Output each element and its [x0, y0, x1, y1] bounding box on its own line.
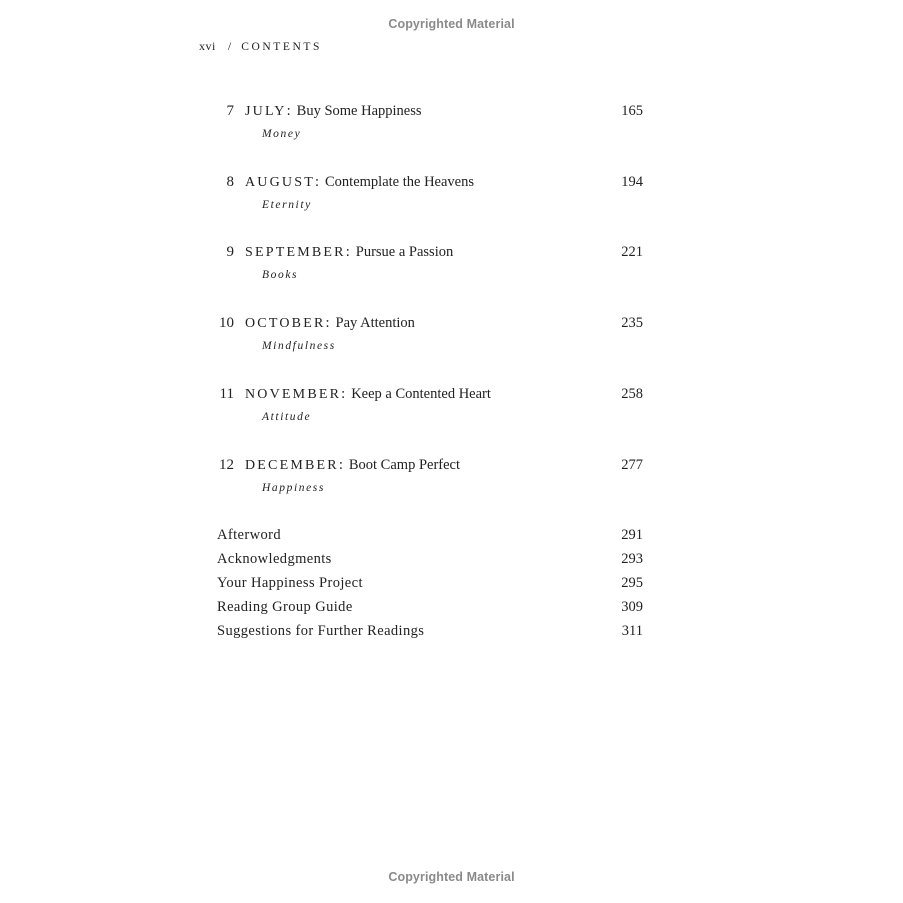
chapter-heading — [245, 103, 422, 120]
chapter-heading — [245, 386, 491, 403]
chapter-month: NOVEMBER — [245, 387, 342, 402]
backmatter-label: Suggestions for Further Readings — [217, 623, 425, 639]
chapter-number: 7 — [226, 103, 234, 119]
toc-further-readings[interactable] — [0, 623, 903, 643]
backmatter-page: 311 — [621, 623, 643, 639]
chapter-number: 11 — [219, 386, 234, 402]
backmatter-page: 309 — [621, 599, 643, 615]
running-head-title: CONTENTS — [241, 41, 323, 53]
chapter-heading — [245, 315, 415, 332]
chapter-title: Pursue a Passion — [355, 244, 454, 260]
toc-chapter-7[interactable] — [0, 103, 903, 153]
chapter-title: Contemplate the Heavens — [325, 174, 474, 190]
chapter-page: 194 — [621, 174, 643, 190]
chapter-subtitle: Happiness — [262, 482, 325, 494]
chapter-heading — [245, 244, 453, 261]
chapter-colon: : — [341, 386, 346, 402]
toc-chapter-8[interactable] — [0, 174, 903, 224]
chapter-heading — [245, 457, 460, 474]
chapter-colon: : — [345, 244, 350, 260]
backmatter-label: Reading Group Guide — [217, 599, 353, 615]
running-head-separator: / — [227, 39, 232, 53]
toc-chapter-12[interactable] — [0, 457, 903, 507]
chapter-subtitle: Mindfulness — [262, 340, 336, 352]
chapter-title: Pay Attention — [335, 315, 415, 331]
chapter-page: 258 — [621, 386, 643, 402]
backmatter-label: Your Happiness Project — [217, 575, 363, 591]
toc-chapter-10[interactable] — [0, 315, 903, 365]
chapter-colon: : — [286, 103, 291, 119]
chapter-month: DECEMBER — [245, 458, 339, 473]
chapter-subtitle: Attitude — [262, 411, 312, 423]
chapter-page: 277 — [621, 457, 643, 473]
chapter-page: 165 — [621, 103, 643, 119]
chapter-number: 12 — [219, 457, 234, 473]
chapter-page: 221 — [621, 244, 643, 260]
copyright-watermark-top: Copyrighted Material — [388, 17, 515, 31]
running-head — [199, 39, 322, 54]
toc-afterword[interactable] — [0, 527, 903, 547]
chapter-title: Keep a Contented Heart — [351, 386, 491, 402]
chapter-month: AUGUST — [245, 175, 315, 190]
backmatter-page: 291 — [621, 527, 643, 543]
chapter-number: 9 — [226, 244, 234, 260]
toc-acknowledgments[interactable] — [0, 551, 903, 571]
backmatter-page: 293 — [621, 551, 643, 567]
backmatter-label: Acknowledgments — [217, 551, 332, 567]
copyright-watermark-bottom: Copyrighted Material — [388, 870, 515, 884]
chapter-month: OCTOBER — [245, 316, 326, 331]
chapter-month: JULY — [245, 104, 287, 119]
chapter-subtitle: Eternity — [262, 199, 312, 211]
chapter-colon: : — [325, 315, 330, 331]
backmatter-page: 295 — [621, 575, 643, 591]
chapter-title: Buy Some Happiness — [296, 103, 422, 119]
page-number: xvi — [199, 39, 216, 53]
toc-reading-group-guide[interactable] — [0, 599, 903, 619]
chapter-page: 235 — [621, 315, 643, 331]
chapter-number: 10 — [219, 315, 234, 331]
toc-chapter-11[interactable] — [0, 386, 903, 436]
toc-your-happiness-project[interactable] — [0, 575, 903, 595]
chapter-heading — [245, 174, 474, 191]
chapter-colon: : — [338, 457, 343, 473]
chapter-number: 8 — [226, 174, 234, 190]
chapter-colon: : — [314, 174, 320, 190]
chapter-subtitle: Books — [262, 269, 299, 281]
toc-chapter-9[interactable] — [0, 244, 903, 294]
chapter-subtitle: Money — [262, 128, 302, 140]
chapter-title: Boot Camp Perfect — [348, 457, 461, 473]
backmatter-label: Afterword — [217, 527, 281, 543]
chapter-month: SEPTEMBER — [245, 245, 346, 260]
